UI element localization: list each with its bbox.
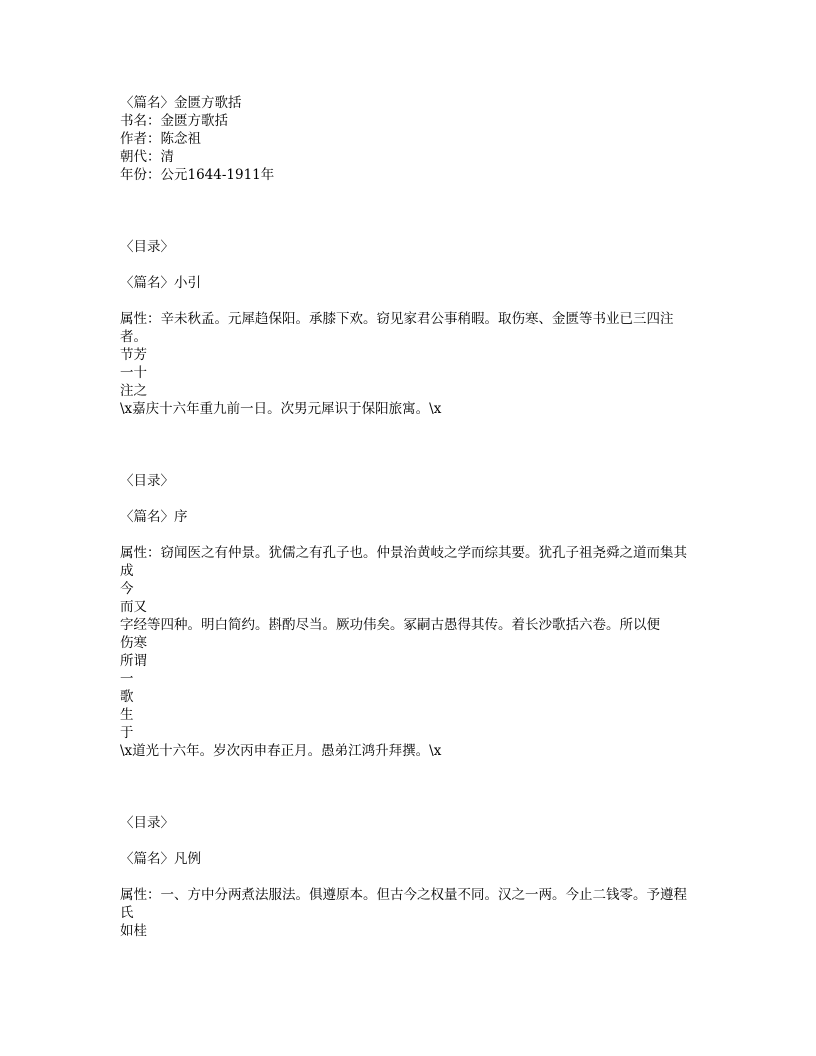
toc-link[interactable]: 〈目录〉 (120, 239, 174, 255)
section-line: 属性：窃闻医之有仲景。犹儒之有孔子也。仲景治黄岐之学而综其要。犹孔子祖尧舜之道而集其成 (120, 545, 687, 579)
section-line: 字经等四种。明白简约。斟酌尽当。厥功伟矣。冢嗣古愚得其传。着长沙歌括六卷。所以便 (120, 617, 660, 633)
section-title: 〈篇名〉凡例 (120, 851, 201, 867)
toc-link[interactable]: 〈目录〉 (120, 815, 174, 831)
section-line: \x道光十六年。岁次丙申春正月。愚弟江鸿升拜撰。\x (120, 743, 442, 759)
header-pian-ming: 〈篇名〉金匮方歌括 (120, 95, 242, 111)
section-line: 生 (120, 707, 134, 723)
section-line: 属性：辛未秋孟。元犀趋保阳。承膝下欢。窃见家君公事稍暇。取伤寒、金匮等书业已三四注者。 (120, 311, 674, 345)
section-line: 节芳 (120, 347, 147, 363)
section-line: 一十 (120, 365, 147, 381)
header-dynasty: 朝代：清 (120, 149, 174, 165)
document-page (120, 94, 700, 940)
section-line: 今 (120, 581, 134, 597)
spacer (120, 418, 700, 472)
spacer (120, 184, 700, 238)
spacer (120, 760, 700, 814)
section-line: 伤寒 (120, 635, 147, 651)
section-line: 一 (120, 671, 134, 687)
section-line: 注之 (120, 383, 147, 399)
section-line: 而又 (120, 599, 147, 615)
header-years: 年份：公元1644-1911年 (120, 167, 275, 183)
section-title: 〈篇名〉序 (120, 509, 188, 525)
section-title: 〈篇名〉小引 (120, 275, 201, 291)
section-line: \x嘉庆十六年重九前一日。次男元犀识于保阳旅寓。\x (120, 401, 442, 417)
header-book: 书名：金匮方歌括 (120, 113, 228, 129)
toc-link[interactable]: 〈目录〉 (120, 473, 174, 489)
section-line: 歌 (120, 689, 134, 705)
section-line: 所谓 (120, 653, 147, 669)
section-line: 如桂 (120, 923, 147, 939)
section-line: 属性：一、方中分两煮法服法。俱遵原本。但古今之权量不同。汉之一两。今止二钱零。予遵程氏 (120, 887, 687, 921)
section-line: 于 (120, 725, 134, 741)
header-author: 作者：陈念祖 (120, 131, 201, 147)
